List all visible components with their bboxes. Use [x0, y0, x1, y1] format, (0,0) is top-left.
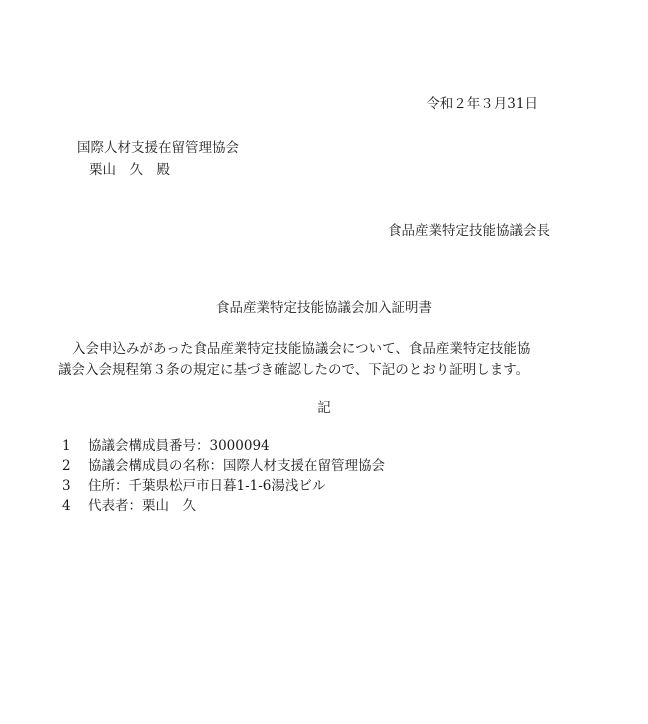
- list-item-text: 住所：千葉県松戸市日暮1-1-6湯浅ビル: [88, 478, 326, 494]
- list-item: [62, 460, 385, 474]
- list-item: [62, 440, 270, 454]
- list-item-number: 3: [62, 478, 71, 494]
- body-text-line-1: 入会申込みがあった食品産業特定技能協議会について、食品産業特定技能協: [72, 341, 531, 357]
- sender-title: 食品産業特定技能協議会長: [388, 223, 550, 239]
- issue-date: 令和２年３月31日: [426, 96, 538, 112]
- ki-heading: 記: [317, 400, 331, 416]
- list-item: [62, 480, 325, 494]
- recipient-name: 栗山 久 殿: [89, 162, 170, 178]
- list-item-number: 1: [62, 438, 71, 454]
- list-item-text: 代表者：栗山 久: [88, 498, 196, 514]
- list-item-text: 協議会構成員番号：3000094: [88, 438, 270, 454]
- recipient-organization: 国際人材支援在留管理協会: [77, 140, 239, 156]
- body-text-line-2: 議会入会規程第３条の規定に基づき確認したので、下記のとおり証明します。: [58, 362, 530, 378]
- list-item: [62, 500, 196, 514]
- document-title: 食品産業特定技能協議会加入証明書: [216, 300, 432, 316]
- list-item-text: 協議会構成員の名称：国際人材支援在留管理協会: [88, 458, 385, 474]
- list-item-number: 4: [62, 498, 71, 514]
- list-item-number: 2: [62, 458, 71, 474]
